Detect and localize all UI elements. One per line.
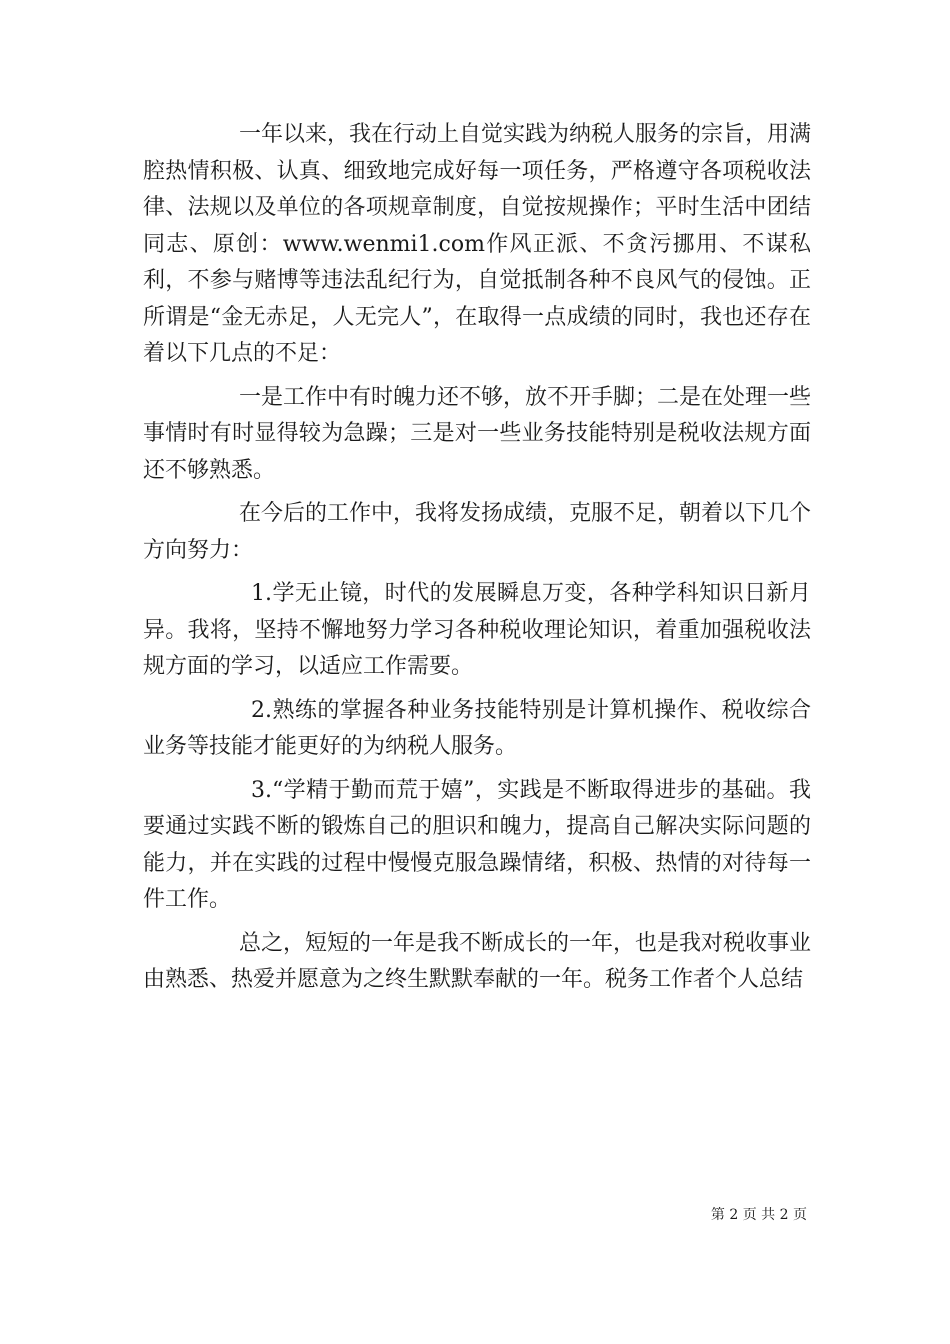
paragraph-shortcomings: 一是工作中有时魄力还不够，放不开手脚；二是在处理一些事情时有时显得较为急躁；三是对一些业务技能特别是税收法规方面还不够熟悉。 [143, 384, 812, 483]
list-item-2: 2.熟练的掌握各种业务技能特别是计算机操作、税收综合业务等技能才能更好的为纳税人服务。 [143, 697, 811, 759]
page-number-footer: 第 2 页 共 2 页 [710, 1207, 807, 1223]
paragraph-service-summary: 一年以来，我在行动上自觉实践为纳税人服务的宗旨，用满腔热情积极、认真、细致地完成好每一项任务，严格遵守各项税收法律、法规以及单位的各项规章制度，自觉按规操作；平时生活中团结同志、原创：www.wenmi1.com作风正派、不贪污挪用、不谋私利，不参与赌博等违法乱纪行为，自觉抵制各种不良风气的侵蚀。正所谓是“金无赤足，人无完人”，在取得一点成绩的同时，我也还存在着以下几点的不足： [143, 122, 812, 366]
document-body [143, 117, 811, 999]
paragraph-future-direction: 在今后的工作中，我将发扬成绩，克服不足，朝着以下几个方向努力： [143, 501, 812, 563]
paragraph-conclusion: 总之，短短的一年是我不断成长的一年，也是我对税收事业由熟悉、热爱并愿意为之终生默默奉献的一年。税务工作者个人总结 [143, 930, 812, 992]
list-item-1: 1.学无止镜，时代的发展瞬息万变，各种学科知识日新月异。我将，坚持不懈地努力学习各种税收理论知识，着重加强税收法规方面的学习，以适应工作需要。 [143, 581, 811, 679]
list-item-3: 3.“学精于勤而荒于嬉”，实践是不断取得进步的基础。我要通过实践不断的锻炼自己的胆识和魄力，提高自己解决实际问题的能力，并在实践的过程中慢慢克服急躁情绪，积极、热情的对待每一件工作。 [143, 777, 811, 912]
